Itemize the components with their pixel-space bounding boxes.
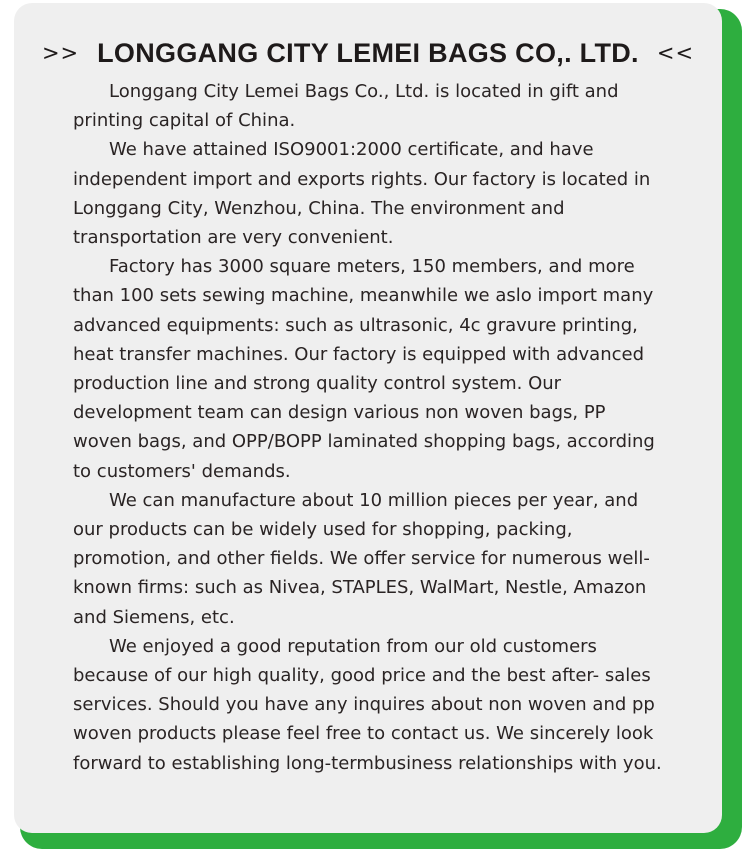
paragraph-capacity: We can manufacture about 10 million pieces per year, and our products can be widely used for shopping, packing, promotion, and other fields. We offer service for numerous well-known firms: such as Nivea, STAPLES, WalMart, Nestle, Amazon and Siemens, etc. (73, 489, 650, 628)
paragraph-reputation: We enjoyed a good reputation from our old customers because of our high quality, good price and the best after- sales services. Should you have any inquires about non woven and pp woven products please feel free to contact us. We sincerely look forward to establishing long-termbusiness relationships with you. (73, 635, 662, 774)
right-arrows-mark: << (656, 41, 695, 65)
paragraph-certification: We have attained ISO9001:2000 certificate, and have independent import and exports rights. Our factory is located in Longgang City, Wenzhou, China. The environment and transportation are very convenient. (73, 139, 651, 249)
company-profile-card (14, 3, 722, 833)
left-arrows-mark: >> (41, 41, 80, 65)
page-title: LONGGANG CITY LEMEI BAGS CO,. LTD. (97, 37, 639, 68)
paragraph-factory: Factory has 3000 square meters, 150 members, and more than 100 sets sewing machine, meanwhile we aslo import many advanced equipments: such as ultrasonic, 4c gravure printing, heat transfer machines. Our factory is equipped with advanced production line and strong quality control system. Our development team can design various non woven bags, PP woven bags, and OPP/BOPP laminated shopping bags, according to customers' demands. (73, 256, 655, 482)
company-description (73, 77, 663, 778)
title-row (14, 33, 722, 73)
paragraph-location: Longgang City Lemei Bags Co., Ltd. is located in gift and printing capital of China. (73, 81, 619, 132)
